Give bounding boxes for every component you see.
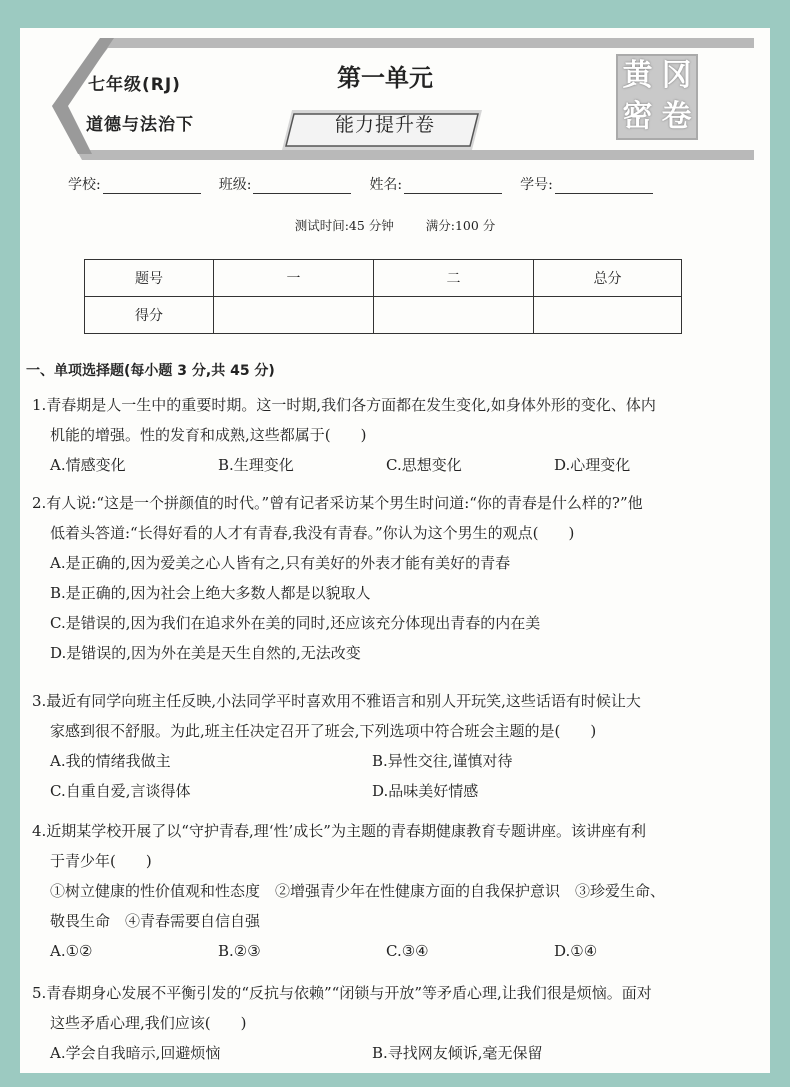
brand-logo bbox=[616, 54, 698, 140]
table-header-cell: 题号 bbox=[85, 260, 214, 297]
question-1 bbox=[32, 390, 744, 480]
score-cell[interactable] bbox=[214, 297, 374, 334]
table-row bbox=[85, 297, 682, 334]
question-stem: 2.有人说:“这是一个拼颜值的时代。”曾有记者采访某个男生时问道:“你的青春是什么样的?”他 bbox=[32, 494, 643, 512]
option[interactable]: A.①② bbox=[50, 942, 93, 960]
question-stem: 5.青春期身心发展不平衡引发的“反抗与依赖”“闭锁与开放”等矛盾心理,让我们很是烦恼。面对 bbox=[32, 984, 652, 1002]
option[interactable]: D.心理变化 bbox=[554, 456, 631, 474]
question-stem: 机能的增强。性的发育和成熟,这些都属于( ) bbox=[50, 426, 367, 444]
option[interactable]: B.②③ bbox=[218, 942, 261, 960]
question-stem: 低着头答道:“长得好看的人才有青春,我没有青春。”你认为这个男生的观点( ) bbox=[50, 524, 575, 542]
options bbox=[32, 936, 744, 966]
option[interactable]: C.是错误的,因为我们在追求外在美的同时,还应该充分体现出青春的内在美 bbox=[50, 614, 541, 632]
option[interactable]: C.自重自爱,言谈得体 bbox=[50, 782, 191, 800]
option[interactable]: A.学会自我暗示,回避烦恼 bbox=[50, 1044, 221, 1062]
option[interactable]: A.我的情绪我做主 bbox=[50, 752, 171, 770]
student-id-blank[interactable] bbox=[555, 177, 653, 194]
name-field[interactable] bbox=[369, 174, 502, 194]
options bbox=[32, 776, 744, 806]
question-2 bbox=[32, 488, 744, 668]
option[interactable]: D.品味美好情感 bbox=[372, 782, 479, 800]
option[interactable]: B.寻找网友倾诉,毫无保留 bbox=[372, 1044, 543, 1062]
options bbox=[32, 450, 744, 480]
question-5 bbox=[32, 978, 744, 1068]
option[interactable]: C.③④ bbox=[386, 942, 429, 960]
table-row bbox=[85, 260, 682, 297]
test-time: 测试时间:45 分钟 bbox=[294, 218, 394, 233]
option[interactable]: C.思想变化 bbox=[386, 456, 462, 474]
school-blank[interactable] bbox=[103, 177, 201, 194]
brand-char: 黄 bbox=[622, 58, 653, 93]
options bbox=[32, 1038, 744, 1068]
student-id-field[interactable] bbox=[520, 174, 653, 194]
option[interactable]: D.是错误的,因为外在美是天生自然的,无法改变 bbox=[50, 644, 361, 662]
options bbox=[32, 746, 744, 776]
question-stem: 4.近期某学校开展了以“守护青春,理‘性’成长”为主题的青春期健康教育专题讲座。该讲座有利 bbox=[32, 822, 646, 840]
option[interactable]: D.①④ bbox=[554, 942, 598, 960]
score-cell[interactable] bbox=[374, 297, 534, 334]
section-title: 一、单项选择题(每小题 3 分,共 45 分) bbox=[26, 363, 275, 379]
class-blank[interactable] bbox=[253, 177, 351, 194]
table-header-cell: 二 bbox=[374, 260, 534, 297]
table-header-cell: 总分 bbox=[534, 260, 682, 297]
option[interactable]: A.情感变化 bbox=[50, 456, 126, 474]
question-stem: 家感到很不舒服。为此,班主任决定召开了班会,下列选项中符合班会主题的是( ) bbox=[50, 722, 597, 740]
brand-char: 冈 bbox=[661, 58, 692, 93]
brand-char: 密 bbox=[622, 99, 653, 134]
question-stem: 敬畏生命 ④青春需要自信自强 bbox=[50, 912, 261, 930]
question-stem: ①树立健康的性价值观和性态度 ②增强青少年在性健康方面的自我保护意识 ③珍爱生命、 bbox=[50, 882, 666, 900]
full-score: 满分:100 分 bbox=[425, 218, 496, 233]
name-blank[interactable] bbox=[404, 177, 502, 194]
question-stem: 3.最近有同学向班主任反映,小法同学平时喜欢用不雅语言和别人开玩笑,这些话语有时候让大 bbox=[32, 692, 641, 710]
table-row-label: 得分 bbox=[85, 297, 214, 334]
question-stem: 于青少年( ) bbox=[50, 852, 152, 870]
student-id-label: 学号: bbox=[520, 177, 553, 193]
class-field[interactable] bbox=[219, 174, 352, 194]
exam-paper bbox=[20, 28, 770, 1073]
school-label: 学校: bbox=[68, 177, 101, 193]
grade-label: 七年级(RJ) bbox=[88, 75, 181, 95]
score-cell[interactable] bbox=[534, 297, 682, 334]
class-label: 班级: bbox=[218, 177, 252, 193]
school-field[interactable] bbox=[68, 174, 201, 194]
option[interactable]: A.是正确的,因为爱美之心人皆有之,只有美好的外表才能有美好的青春 bbox=[50, 554, 511, 572]
name-label: 姓名: bbox=[369, 177, 403, 193]
question-4 bbox=[32, 816, 744, 966]
brand-char: 卷 bbox=[661, 99, 692, 134]
question-stem: 1.青春期是人一生中的重要时期。这一时期,我们各方面都在发生变化,如身体外形的变化、体内 bbox=[32, 396, 656, 414]
question-3 bbox=[32, 686, 744, 806]
score-table bbox=[84, 259, 682, 334]
subject-label: 道德与法治下 bbox=[86, 115, 194, 135]
option[interactable]: B.是正确的,因为社会上绝大多数人都是以貌取人 bbox=[50, 584, 371, 602]
test-info bbox=[20, 216, 770, 234]
paper-type-label: 能力提升卷 bbox=[334, 114, 435, 136]
student-info-row bbox=[68, 174, 728, 194]
option[interactable]: B.生理变化 bbox=[218, 456, 294, 474]
unit-title: 第一单元 bbox=[337, 64, 433, 92]
table-header-cell: 一 bbox=[214, 260, 374, 297]
option[interactable]: B.异性交往,谨慎对待 bbox=[372, 752, 513, 770]
question-stem: 这些矛盾心理,我们应该( ) bbox=[50, 1014, 247, 1032]
